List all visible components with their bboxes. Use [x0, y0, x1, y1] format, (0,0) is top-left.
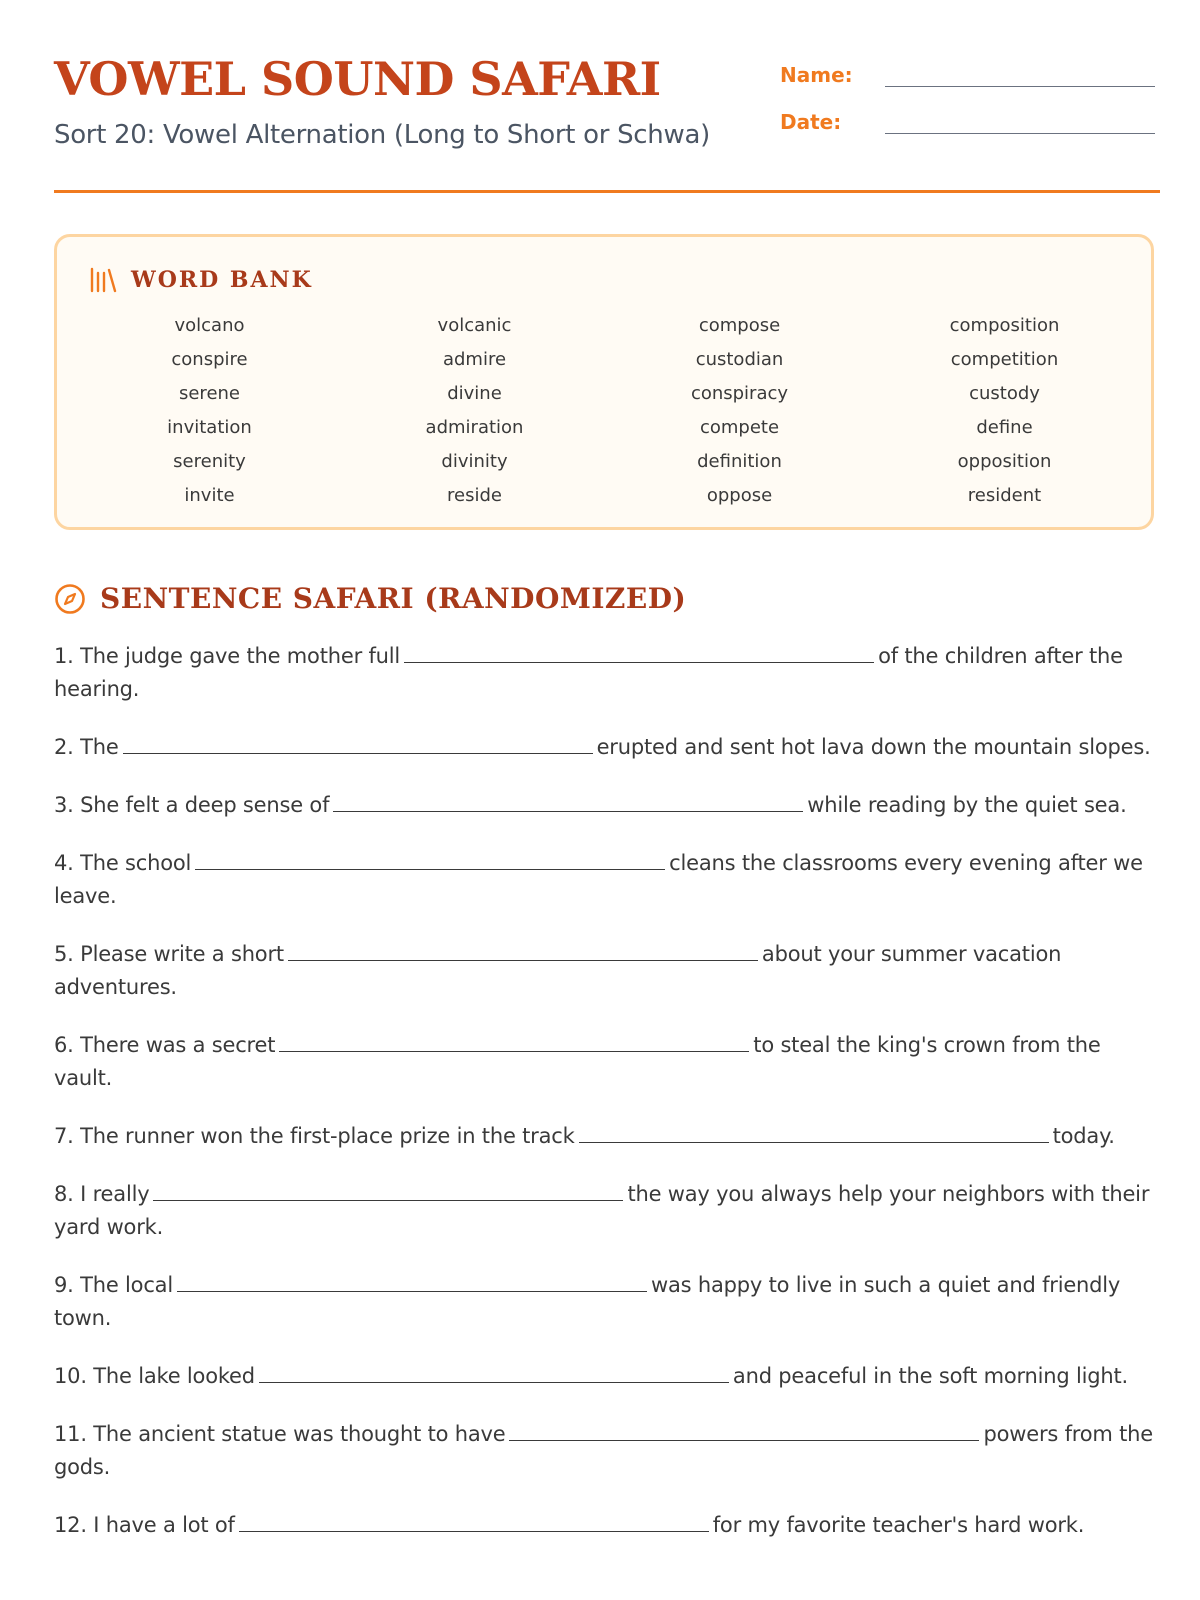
word-bank-word: compose [698, 315, 781, 336]
worksheet-title: VOWEL SOUND SAFARI [54, 52, 661, 106]
sentence-item [54, 1029, 1160, 1095]
sentence-text-before: 10. The lake looked [54, 1364, 255, 1388]
answer-blank[interactable] [177, 1269, 647, 1292]
sentence-text-before: 9. The local [54, 1273, 173, 1297]
sentence-item [54, 1418, 1160, 1484]
word-bank-word: divine [447, 383, 502, 404]
sentence-item [54, 1120, 1160, 1153]
worksheet-header [54, 0, 1160, 193]
sentence-text-after: erupted and sent hot lava down the mountain slopes. [596, 735, 1151, 759]
sentence-text-before: 3. She felt a deep sense of [54, 793, 330, 817]
word-bank-word: opposition [957, 451, 1052, 472]
answer-blank[interactable] [279, 1029, 749, 1052]
sentence-text-after: and peaceful in the soft morning light. [732, 1364, 1129, 1388]
date-field-row [780, 103, 1155, 134]
answer-blank[interactable] [123, 731, 593, 754]
word-bank-word: compete [699, 417, 780, 438]
word-bank-word: resident [967, 485, 1042, 506]
sentence-list [54, 640, 1160, 1567]
sentence-text-before: 7. The runner won the first-place prize in the track [54, 1124, 575, 1148]
word-bank-word: invite [184, 485, 235, 506]
sentence-text-after: cleans the classrooms every evening after we leave. [54, 851, 1143, 908]
sentence-text-after: powers from the gods. [54, 1422, 1154, 1479]
sentence-section-title: SENTENCE SAFARI (RANDOMIZED) [100, 582, 687, 615]
sentence-text-before: 11. The ancient statue was thought to have [54, 1422, 506, 1446]
worksheet-subtitle: Sort 20: Vowel Alternation (Long to Short or Schwa) [54, 120, 710, 150]
word-bank-grid [77, 309, 1137, 513]
sentence-item [54, 640, 1160, 706]
sentence-text-after: while reading by the quiet sea. [807, 793, 1127, 817]
word-bank-title: WORD BANK [131, 267, 313, 293]
word-bank-word: custodian [695, 349, 784, 370]
sentence-text-after: to steal the king's crown from the vault. [54, 1033, 1101, 1090]
sentence-text-before: 2. The [54, 735, 119, 759]
sentence-item [54, 847, 1160, 913]
word-bank-word: oppose [706, 485, 773, 506]
word-bank-word: conspire [171, 349, 248, 370]
sentence-text-before: 8. I really [54, 1182, 150, 1206]
sentence-text-after: about your summer vacation adventures. [54, 942, 1062, 999]
word-bank-word: invitation [167, 417, 252, 438]
sentence-item [54, 1509, 1160, 1542]
word-bank-word: composition [949, 315, 1060, 336]
word-bank-word: volcanic [437, 315, 512, 336]
sentence-text-before: 12. I have a lot of [54, 1513, 235, 1537]
sentence-item [54, 938, 1160, 1004]
word-bank-word: custody [969, 383, 1040, 404]
sentence-text-before: 5. Please write a short [54, 942, 284, 966]
answer-blank[interactable] [288, 938, 758, 961]
sentence-text-after: the way you always help your neighbors with their yard work. [54, 1182, 1150, 1239]
word-bank-word: serene [178, 383, 240, 404]
name-label: Name: [780, 63, 853, 87]
word-bank-word: admire [442, 349, 507, 370]
books-icon [89, 267, 117, 293]
word-bank-word: competition [950, 349, 1059, 370]
sentence-item [54, 789, 1160, 822]
answer-blank[interactable] [195, 847, 665, 870]
word-bank-word: serenity [173, 451, 246, 472]
word-bank-word: divinity [441, 451, 508, 472]
word-bank-word: reside [447, 485, 502, 506]
answer-blank[interactable] [509, 1418, 979, 1441]
compass-icon [54, 583, 86, 615]
word-bank-box [54, 234, 1154, 530]
sentence-text-before: 1. The judge gave the mother full [54, 644, 401, 668]
word-bank-word: admiration [425, 417, 524, 438]
answer-blank[interactable] [333, 789, 803, 812]
sentence-text-before: 4. The school [54, 851, 192, 875]
name-blank-line[interactable] [885, 56, 1155, 87]
sentence-item [54, 1269, 1160, 1335]
sentence-text-after: of the children after the hearing. [54, 644, 1123, 701]
word-bank-word: definition [697, 451, 782, 472]
sentence-text-after: was happy to live in such a quiet and friendly town. [54, 1273, 1121, 1330]
answer-blank[interactable] [259, 1360, 729, 1383]
sentence-text-before: 6. There was a secret [54, 1033, 276, 1057]
worksheet-page [54, 0, 1160, 1537]
date-blank-line[interactable] [885, 103, 1155, 134]
answer-blank[interactable] [579, 1120, 1049, 1143]
sentence-item [54, 1360, 1160, 1393]
date-label: Date: [780, 110, 842, 134]
word-bank-word: define [976, 417, 1033, 438]
sentence-text-after: today. [1052, 1124, 1115, 1148]
sentence-text-after: for my favorite teacher's hard work. [712, 1513, 1085, 1537]
sentence-item [54, 1178, 1160, 1244]
answer-blank[interactable] [153, 1178, 623, 1201]
word-bank-word: volcano [174, 315, 245, 336]
name-field-row [780, 56, 1155, 87]
answer-blank[interactable] [239, 1509, 709, 1532]
sentence-item [54, 731, 1160, 764]
answer-blank[interactable] [404, 640, 874, 663]
sentence-section-header [54, 582, 686, 615]
word-bank-header [89, 267, 313, 293]
word-bank-word: conspiracy [690, 383, 789, 404]
